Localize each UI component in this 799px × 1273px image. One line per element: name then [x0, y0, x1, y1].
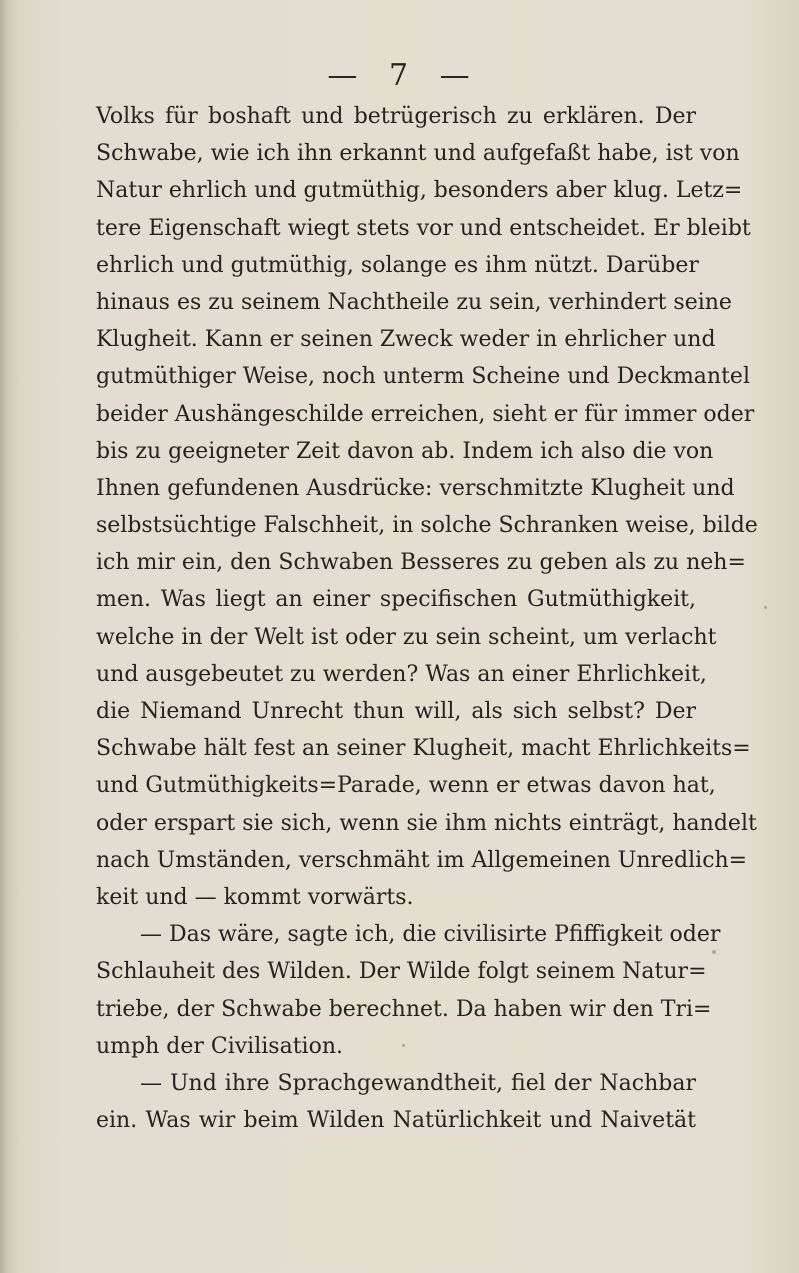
text-line: — Das wäre, sagte ich, die civilisirte Pfiffigkeit oder	[140, 922, 721, 948]
text-line: die Niemand Unrecht thun will, als sich selbst? Der	[96, 699, 696, 724]
text-line: gutmüthiger Weise, noch unterm Scheine und Deckmantel	[96, 364, 750, 390]
paper-speck	[712, 950, 716, 954]
paper-speck	[764, 606, 767, 609]
text-line: ein. Was wir beim Wilden Natürlichkeit und Naivetät	[96, 1108, 696, 1134]
text-line: hinaus es zu seinem Nachtheile zu sein, verhindert seine	[96, 289, 732, 315]
page-number-header	[0, 58, 799, 93]
text-line: ehrlich und gutmüthig, solange es ihm nützt. Darüber	[96, 252, 699, 278]
text-line: Volks für boshaft und betrügerisch zu erklären. Der	[96, 104, 696, 129]
text-line: Klugheit. Kann er seinen Zweck weder in ehrlicher und	[96, 327, 716, 353]
text-line: — Und ihre Sprachgewandtheit, fiel der Nachbar	[140, 1070, 696, 1096]
text-line: tere Eigenschaft wiegt stets vor und entscheidet. Er bleibt	[96, 215, 751, 241]
text-line: oder erspart sie sich, wenn sie ihm nichts einträgt, handelt	[96, 810, 757, 836]
page-number: 7	[388, 58, 411, 93]
text-line: keit und — kommt vorwärts.	[96, 884, 414, 910]
text-line: Natur ehrlich und gutmüthig, besonders aber klug. Letz=	[96, 178, 743, 204]
header-dash-left: —	[327, 58, 360, 93]
text-line: Ihnen gefundenen Ausdrücke: verschmitzte Klugheit und	[96, 475, 735, 501]
text-line: umph der Civilisation.	[96, 1033, 343, 1059]
text-line: nach Umständen, verschmäht im Allgemeinen Unredlich=	[96, 847, 748, 873]
text-line: ich mir ein, den Schwaben Besseres zu geben als zu neh=	[96, 550, 746, 576]
text-line: bis zu geeigneter Zeit davon ab. Indem ich also die von	[96, 438, 714, 464]
text-line: triebe, der Schwabe berechnet. Da haben wir den Tri=	[96, 996, 712, 1022]
text-line: welche in der Welt ist oder zu sein scheint, um verlacht	[96, 624, 717, 650]
header-dash-right: —	[439, 58, 472, 93]
paper-speck	[402, 1044, 405, 1047]
text-line: selbstsüchtige Falschheit, in solche Schranken weise, bilde	[96, 513, 758, 539]
text-line: beider Aushängeschilde erreichen, sieht er für immer oder	[96, 401, 755, 427]
text-line: Schlauheit des Wilden. Der Wilde folgt seinem Natur=	[96, 959, 707, 985]
body-text	[96, 98, 758, 1139]
text-line: und ausgebeutet zu werden? Was an einer Ehrlichkeit,	[96, 661, 707, 687]
text-line: und Gutmüthigkeits=Parade, wenn er etwas davon hat,	[96, 773, 716, 799]
page-edge-shadow	[0, 0, 10, 1273]
text-line: men. Was liegt an einer specifischen Gutmüthigkeit,	[96, 587, 696, 613]
text-line: Schwabe hält fest an seiner Klugheit, macht Ehrlichkeits=	[96, 736, 751, 762]
text-line: Schwabe, wie ich ihn erkannt und aufgefaßt habe, ist von	[96, 141, 740, 167]
